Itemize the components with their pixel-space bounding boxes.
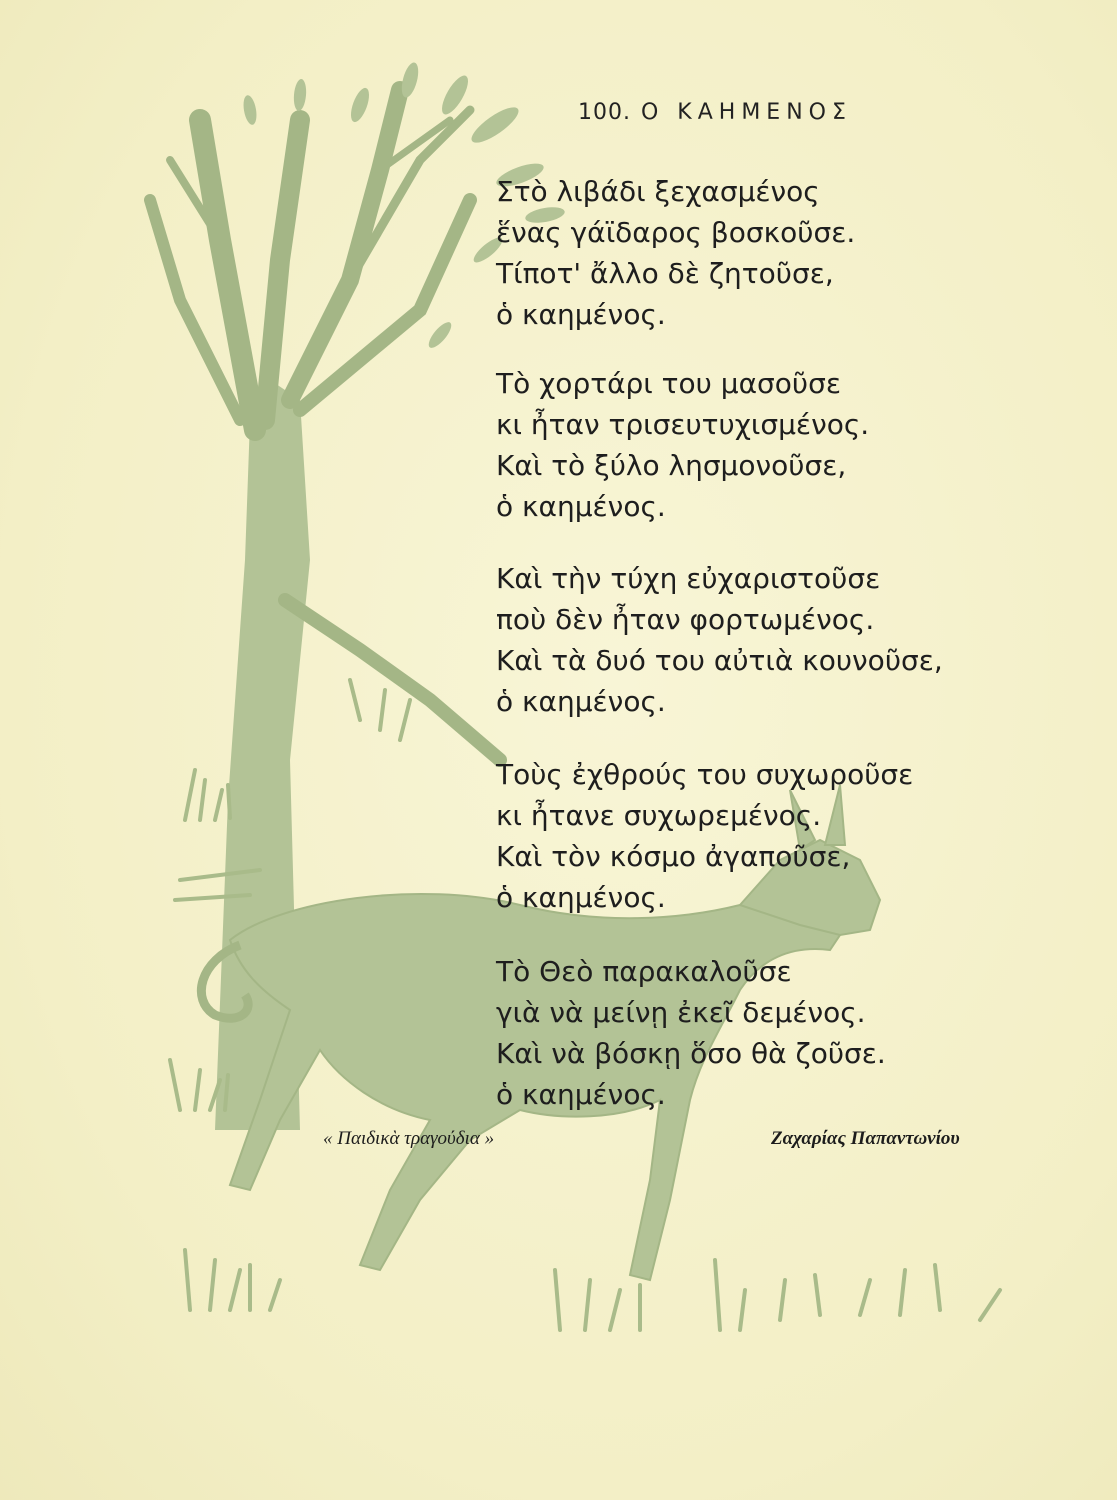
- poem-line: κι ἦταν τρισευτυχισμένος.: [496, 408, 870, 441]
- poem-line: κι ἦτανε συχωρεμένος.: [496, 799, 822, 832]
- poem-number: 100.: [578, 100, 631, 125]
- stanza-3: [496, 558, 943, 722]
- poem-line: Καὶ τὸν κόσμο ἀγαποῦσε,: [496, 840, 851, 873]
- poem-author: Ζαχαρίας Παπαντωνίου: [771, 1128, 960, 1149]
- poem-line: Τὸ Θεὸ παρακαλοῦσε: [496, 955, 792, 988]
- poem-line: Καὶ νὰ βόσκῃ ὅσο θὰ ζοῦσε.: [496, 1037, 886, 1070]
- poem-line: Τοὺς ἐχθρούς του συχωροῦσε: [496, 758, 914, 791]
- poem-line: ἕνας γάϊδαρος βοσκοῦσε.: [496, 216, 856, 249]
- poem-line: Καὶ τὴν τύχη εὐχαριστοῦσε: [496, 562, 881, 595]
- poem-line: ὁ καημένος.: [496, 298, 666, 331]
- stanza-2: [496, 363, 869, 527]
- poem-line: Τίποτ' ἄλλο δὲ ζητοῦσε,: [496, 257, 834, 290]
- poem-line: ὁ καημένος.: [496, 1078, 666, 1111]
- poem-line: ὁ καημένος.: [496, 881, 666, 914]
- poem-title-text: Ο ΚΑΗΜΕΝΟΣ: [640, 100, 852, 125]
- poem-source: « Παιδικὰ τραγούδια »: [323, 1128, 495, 1149]
- poem-line: Στὸ λιβάδι ξεχασμένος: [496, 175, 820, 208]
- poem-line: γιὰ νὰ μείνῃ ἐκεῖ δεμένος.: [496, 996, 866, 1029]
- poem-line: Καὶ τὸ ξύλο λησμονοῦσε,: [496, 449, 847, 482]
- poem-line: ποὺ δὲν ἦταν φορτωμένος.: [496, 603, 875, 636]
- stanza-5: [496, 951, 886, 1115]
- stanza-4: [496, 754, 913, 918]
- poem-line: Τὸ χορτάρι του μασοῦσε: [496, 367, 841, 400]
- poem-title: [578, 100, 852, 125]
- stanza-1: [496, 171, 855, 335]
- poem-line: ὁ καημένος.: [496, 490, 666, 523]
- poem-line: ὁ καημένος.: [496, 685, 666, 718]
- poem-line: Καὶ τὰ δυό του αὐτιὰ κουνοῦσε,: [496, 644, 943, 677]
